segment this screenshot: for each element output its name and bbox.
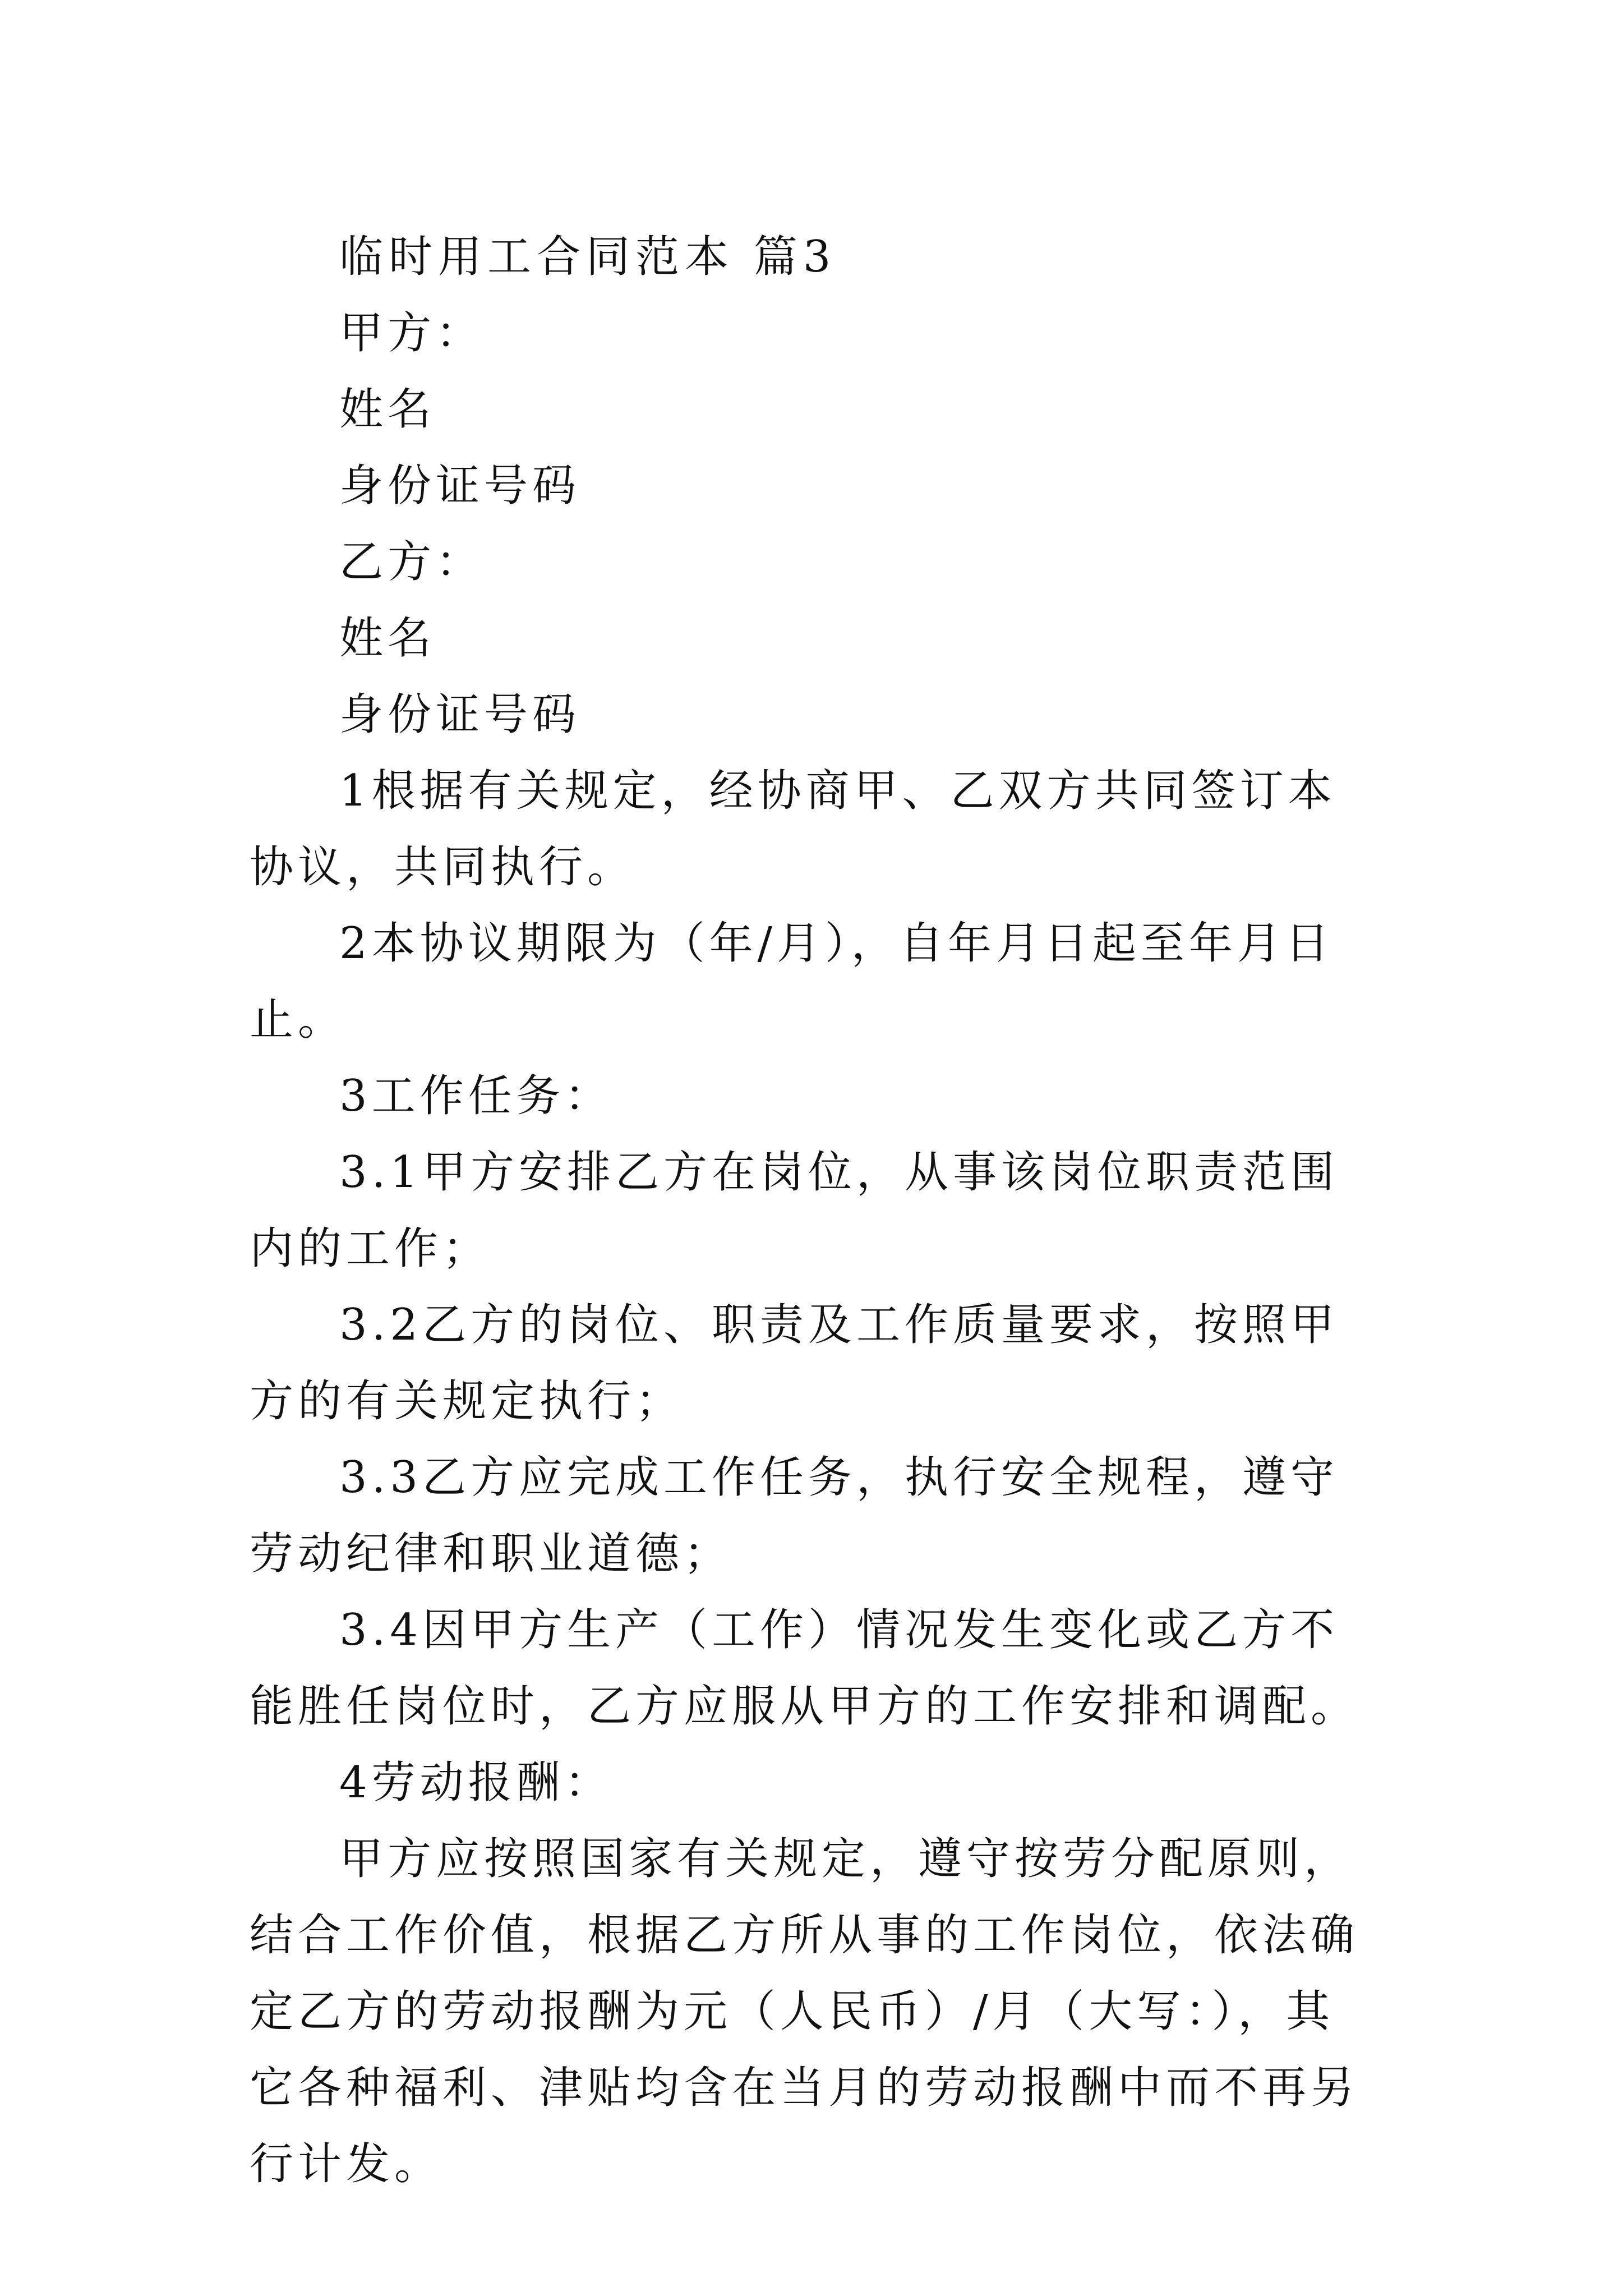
clause-3-heading: 3工作任务： bbox=[339, 1071, 613, 1121]
document-body bbox=[250, 219, 1382, 2202]
clause-1: 1根据有关规定，经协商甲、乙双方共同签订本协议，共同执行。 bbox=[250, 766, 1336, 892]
clause-3-3: 3.3乙方应完成工作任务，执行安全规程，遵守劳动纪律和职业道德； bbox=[250, 1452, 1339, 1579]
party-b-name-label: 姓名 bbox=[339, 613, 436, 664]
clause-3-2: 3.2乙方的岗位、职责及工作质量要求，按照甲方的有关规定执行； bbox=[250, 1300, 1339, 1427]
party-b-heading: 乙方： bbox=[339, 537, 485, 587]
clause-3-1: 3.1甲方安排乙方在岗位，从事该岗位职责范围内的工作； bbox=[250, 1147, 1339, 1274]
clause-4-heading: 4劳动报酬： bbox=[339, 1757, 613, 1808]
party-a-id-label: 身份证号码 bbox=[339, 461, 581, 511]
party-b-id-label: 身份证号码 bbox=[339, 689, 581, 740]
document-title: 临时用工合同范本 篇3 bbox=[339, 232, 837, 282]
clause-4-body: 甲方应按照国家有关规定，遵守按劳分配原则，结合工作价值，根据乙方所从事的工作岗位，依法确定乙方的劳动报酬为元（人民币）/月（大写：），其它各种福利、津贴均含在当月的劳动报酬中而不再另行计发。 bbox=[250, 1834, 1359, 2189]
clause-2: 2本协议期限为（年/月），自年月日起至年月日止。 bbox=[250, 918, 1334, 1045]
party-a-name-label: 姓名 bbox=[339, 384, 436, 435]
clause-3-4: 3.4因甲方生产（工作）情况发生变化或乙方不能胜任岗位时，乙方应服从甲方的工作安排和调配。 bbox=[250, 1605, 1359, 1732]
party-a-heading: 甲方： bbox=[339, 308, 485, 358]
